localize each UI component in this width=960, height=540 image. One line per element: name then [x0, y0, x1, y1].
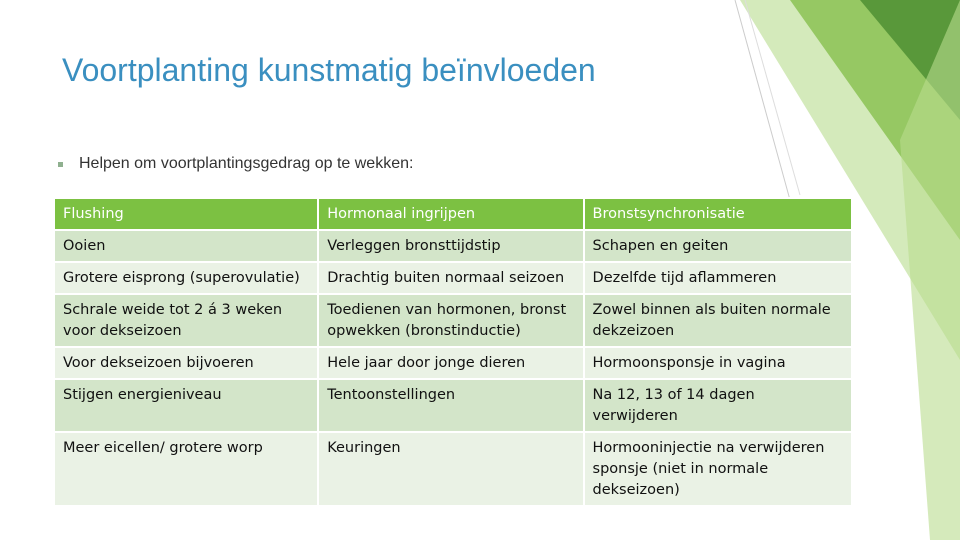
header-flushing: Flushing	[54, 198, 318, 230]
table-cell: Dezelfde tijd aflammeren	[584, 262, 852, 294]
table-cell: Grotere eisprong (superovulatie)	[54, 262, 318, 294]
table-cell: Zowel binnen als buiten normale dekzeizoen	[584, 294, 852, 347]
table-row	[54, 379, 852, 432]
table-row	[54, 230, 852, 262]
table-row	[54, 294, 852, 347]
bullet-text: Helpen om voortplantingsgedrag op te wekken:	[79, 155, 414, 172]
table-cell: Hormoonsponsje in vagina	[584, 347, 852, 379]
header-hormonaal-ingrijpen: Hormonaal ingrijpen	[318, 198, 583, 230]
table-row	[54, 262, 852, 294]
table-cell: Voor dekseizoen bijvoeren	[54, 347, 318, 379]
table-cell: Hele jaar door jonge dieren	[318, 347, 583, 379]
table-cell: Meer eicellen/ grotere worp	[54, 432, 318, 506]
table-header-row	[54, 198, 852, 230]
table-cell: Verleggen bronsttijdstip	[318, 230, 583, 262]
table-cell: Tentoonstellingen	[318, 379, 583, 432]
table-row	[54, 432, 852, 506]
table-cell: Ooien	[54, 230, 318, 262]
table-cell: Na 12, 13 of 14 dagen verwijderen	[584, 379, 852, 432]
table-cell: Stijgen energieniveau	[54, 379, 318, 432]
header-bronstsynchronisatie: Bronstsynchronisatie	[584, 198, 852, 230]
table-cell: Schrale weide tot 2 á 3 weken voor dekseizoen	[54, 294, 318, 347]
table-cell: Keuringen	[318, 432, 583, 506]
table-cell: Schapen en geiten	[584, 230, 852, 262]
table-cell: Toedienen van hormonen, bronst opwekken (bronstinductie)	[318, 294, 583, 347]
bullet-item	[58, 155, 413, 173]
slide-title: Voortplanting kunstmatig beïnvloeden	[62, 52, 596, 88]
comparison-table	[53, 197, 853, 507]
table-cell: Drachtig buiten normaal seizoen	[318, 262, 583, 294]
table-row	[54, 347, 852, 379]
bullet-square-icon	[58, 162, 63, 167]
table-cell: Hormooninjectie na verwijderen sponsje (niet in normale dekseizoen)	[584, 432, 852, 506]
